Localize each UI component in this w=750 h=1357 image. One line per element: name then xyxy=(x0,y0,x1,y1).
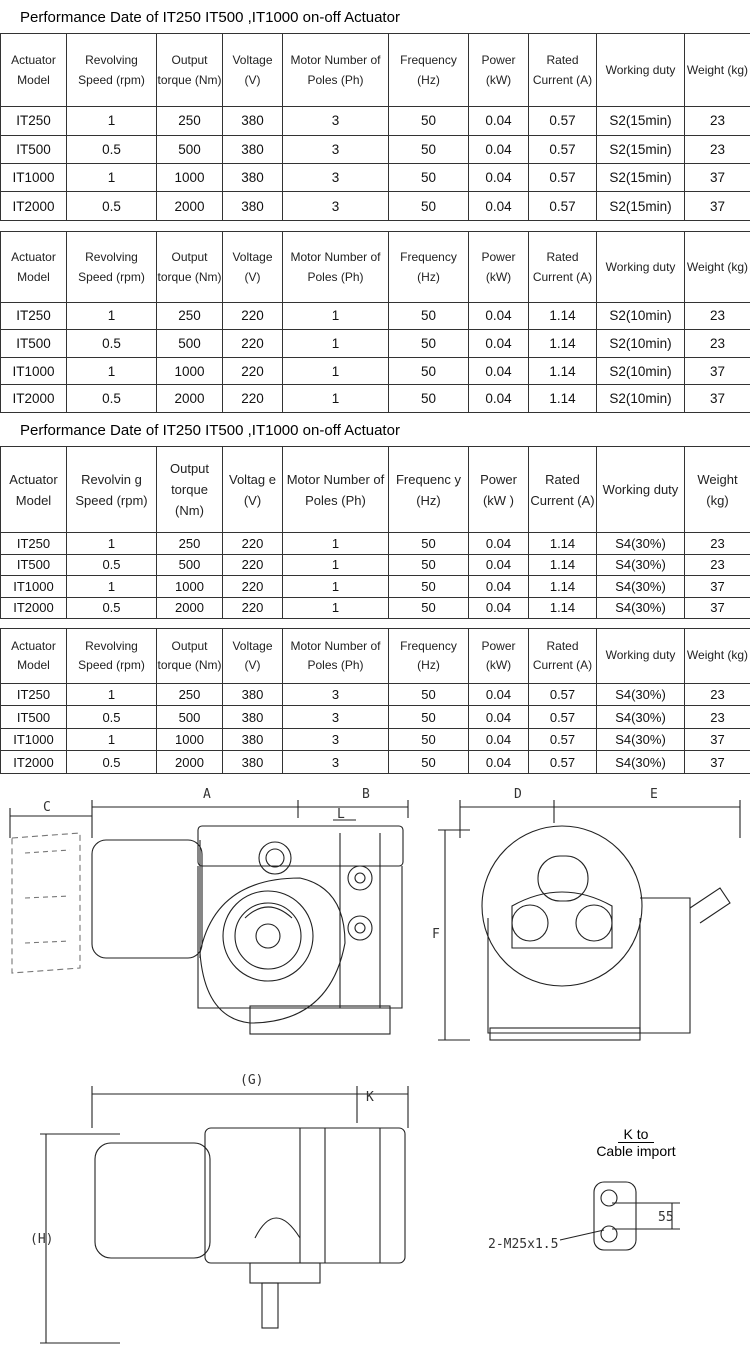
table-cell: 0.04 xyxy=(469,533,529,555)
table-cell: S4(30%) xyxy=(597,554,685,576)
table-cell: 23 xyxy=(685,554,750,576)
table-cell: 3 xyxy=(283,683,389,706)
column-header: Frequency (Hz) xyxy=(389,232,469,303)
table-cell: 1.14 xyxy=(529,385,597,413)
column-header: Rated Current (A) xyxy=(529,34,597,107)
table-cell: 0.04 xyxy=(469,330,529,358)
table-cell: IT1000 xyxy=(1,163,67,191)
table-cell: 380 xyxy=(223,728,283,751)
table-cell: IT250 xyxy=(1,302,67,330)
column-header: Output torque (Nm) xyxy=(157,447,223,533)
table-cell: 0.04 xyxy=(469,597,529,619)
table-cell: 220 xyxy=(223,597,283,619)
table-cell: 2000 xyxy=(157,192,223,221)
table-cell: 1.14 xyxy=(529,357,597,385)
dim-g-label: (G) xyxy=(240,1073,264,1088)
column-header: Output torque (Nm) xyxy=(157,34,223,107)
table-cell: IT500 xyxy=(1,554,67,576)
dim-f-label: F xyxy=(432,927,440,942)
column-header: Voltage (V) xyxy=(223,34,283,107)
column-header: Actuator Model xyxy=(1,34,67,107)
table-cell: 50 xyxy=(389,576,469,598)
table-cell: 1 xyxy=(67,576,157,598)
table-cell: 1 xyxy=(67,728,157,751)
table-cell: 220 xyxy=(223,330,283,358)
column-header: Weight (kg) xyxy=(685,447,750,533)
table-cell: 2000 xyxy=(157,751,223,774)
column-header: Frequenc y (Hz) xyxy=(389,447,469,533)
table-cell: 50 xyxy=(389,706,469,729)
table-cell: 1 xyxy=(283,302,389,330)
table-cell: 37 xyxy=(685,751,750,774)
table-cell: 50 xyxy=(389,192,469,221)
table-row xyxy=(1,597,750,619)
table-cell: 37 xyxy=(685,192,750,221)
column-header: Weight (kg) xyxy=(685,34,750,107)
table-cell: 3 xyxy=(283,163,389,191)
spec-table xyxy=(0,446,750,619)
table-cell: 50 xyxy=(389,751,469,774)
table-cell: S4(30%) xyxy=(597,751,685,774)
table-cell: 1000 xyxy=(157,728,223,751)
table-cell: 2000 xyxy=(157,597,223,619)
dim-k-label: K xyxy=(366,1090,374,1105)
table-cell: 23 xyxy=(685,330,750,358)
k-caption xyxy=(586,1126,686,1159)
table-cell: 1 xyxy=(283,597,389,619)
table-cell: 1 xyxy=(67,107,157,135)
column-header: Working duty xyxy=(597,629,685,684)
table-cell: S2(10min) xyxy=(597,385,685,413)
spec-table xyxy=(0,33,750,221)
table-cell: IT500 xyxy=(1,330,67,358)
table-header-row xyxy=(1,629,750,684)
column-header: Rated Current (A) xyxy=(529,232,597,303)
table-cell: 37 xyxy=(685,576,750,598)
table-cell: 50 xyxy=(389,163,469,191)
table-cell: S4(30%) xyxy=(597,683,685,706)
dim-55-label: 55 xyxy=(658,1210,674,1225)
table-cell: IT2000 xyxy=(1,385,67,413)
column-header: Frequency (Hz) xyxy=(389,629,469,684)
table-cell: 23 xyxy=(685,302,750,330)
table-row xyxy=(1,192,750,221)
table-cell: 23 xyxy=(685,683,750,706)
table-row xyxy=(1,385,750,413)
table-cell: 50 xyxy=(389,107,469,135)
table-cell: 50 xyxy=(389,385,469,413)
spec-table xyxy=(0,231,750,413)
table-cell: 37 xyxy=(685,385,750,413)
thread-label: 2-M25x1.5 xyxy=(488,1237,559,1252)
table-cell: 0.04 xyxy=(469,192,529,221)
table-cell: 50 xyxy=(389,533,469,555)
table-cell: 1 xyxy=(67,163,157,191)
table-cell: 1 xyxy=(283,576,389,598)
table-cell: IT2000 xyxy=(1,597,67,619)
table-cell: 50 xyxy=(389,302,469,330)
table-row xyxy=(1,357,750,385)
table-cell: 23 xyxy=(685,533,750,555)
table-cell: 0.5 xyxy=(67,554,157,576)
table-cell: 37 xyxy=(685,597,750,619)
table-cell: 50 xyxy=(389,357,469,385)
table-row xyxy=(1,533,750,555)
table-cell: 0.04 xyxy=(469,302,529,330)
column-header: Power (kW ) xyxy=(469,447,529,533)
table-cell: 1.14 xyxy=(529,597,597,619)
table-row xyxy=(1,302,750,330)
table-cell: 220 xyxy=(223,554,283,576)
table-cell: 3 xyxy=(283,751,389,774)
table-cell: 220 xyxy=(223,357,283,385)
table-cell: IT2000 xyxy=(1,751,67,774)
table-cell: 23 xyxy=(685,135,750,163)
table-cell: S4(30%) xyxy=(597,728,685,751)
table-cell: 0.5 xyxy=(67,330,157,358)
table-row xyxy=(1,163,750,191)
table-cell: S2(15min) xyxy=(597,135,685,163)
table-cell: S4(30%) xyxy=(597,706,685,729)
table-cell: IT250 xyxy=(1,683,67,706)
table-cell: 23 xyxy=(685,706,750,729)
table-cell: 50 xyxy=(389,330,469,358)
table-cell: 50 xyxy=(389,135,469,163)
table-row xyxy=(1,706,750,729)
table-cell: 0.04 xyxy=(469,728,529,751)
table-cell: 0.57 xyxy=(529,706,597,729)
table-cell: S2(15min) xyxy=(597,163,685,191)
table-cell: 250 xyxy=(157,302,223,330)
column-header: Motor Number of Poles (Ph) xyxy=(283,447,389,533)
column-header: Weight (kg) xyxy=(685,629,750,684)
table-row xyxy=(1,330,750,358)
table-cell: IT500 xyxy=(1,135,67,163)
table-cell: S2(15min) xyxy=(597,192,685,221)
table-cell: 0.5 xyxy=(67,751,157,774)
table-cell: 380 xyxy=(223,163,283,191)
table-cell: 250 xyxy=(157,107,223,135)
column-header: Voltage (V) xyxy=(223,629,283,684)
table-cell: IT500 xyxy=(1,706,67,729)
table-cell: 250 xyxy=(157,683,223,706)
column-header: Frequency (Hz) xyxy=(389,34,469,107)
column-header: Weight (kg) xyxy=(685,232,750,303)
dim-e-label: E xyxy=(650,787,658,802)
table-cell: IT250 xyxy=(1,533,67,555)
table-cell: 0.04 xyxy=(469,135,529,163)
table-cell: 220 xyxy=(223,533,283,555)
table-cell: S4(30%) xyxy=(597,576,685,598)
section-title: Performance Date of IT250 IT500 ,IT1000 on-off Actuator xyxy=(20,422,400,439)
table-cell: 220 xyxy=(223,576,283,598)
table-cell: 1 xyxy=(67,683,157,706)
table-cell: S2(10min) xyxy=(597,302,685,330)
table-cell: 23 xyxy=(685,107,750,135)
table-cell: 0.04 xyxy=(469,751,529,774)
table-row xyxy=(1,576,750,598)
table-cell: 500 xyxy=(157,554,223,576)
column-header: Actuator Model xyxy=(1,447,67,533)
dim-h-label: (H) xyxy=(30,1232,54,1247)
column-header: Motor Number of Poles (Ph) xyxy=(283,629,389,684)
column-header: Revolvin g Speed (rpm) xyxy=(67,447,157,533)
table-cell: 1 xyxy=(67,357,157,385)
table-cell: 0.04 xyxy=(469,554,529,576)
dim-b-label: B xyxy=(362,787,370,802)
table-cell: 1.14 xyxy=(529,330,597,358)
column-header: Working duty xyxy=(597,447,685,533)
table-cell: 0.5 xyxy=(67,192,157,221)
table-cell: IT1000 xyxy=(1,728,67,751)
table-cell: 0.57 xyxy=(529,683,597,706)
column-header: Motor Number of Poles (Ph) xyxy=(283,232,389,303)
table-cell: 500 xyxy=(157,706,223,729)
section-title: Performance Date of IT250 IT500 ,IT1000 on-off Actuator xyxy=(20,9,400,26)
dim-c-label: C xyxy=(43,800,51,815)
k-caption-line2: Cable import xyxy=(596,1143,676,1159)
table-row xyxy=(1,107,750,135)
table-row xyxy=(1,728,750,751)
table-cell: 220 xyxy=(223,302,283,330)
table-cell: 0.04 xyxy=(469,163,529,191)
table-cell: 50 xyxy=(389,683,469,706)
table-cell: 0.57 xyxy=(529,728,597,751)
table-cell: 37 xyxy=(685,728,750,751)
table-cell: 3 xyxy=(283,107,389,135)
table-cell: 1 xyxy=(283,385,389,413)
table-cell: 1 xyxy=(283,554,389,576)
column-header: Voltage (V) xyxy=(223,232,283,303)
spec-table xyxy=(0,628,750,774)
k-caption-line1: K to xyxy=(618,1126,655,1143)
column-header: Voltag e (V) xyxy=(223,447,283,533)
column-header: Power (kW) xyxy=(469,629,529,684)
column-header: Working duty xyxy=(597,232,685,303)
dimension-drawing xyxy=(0,778,750,1357)
table-cell: 380 xyxy=(223,107,283,135)
table-cell: 1 xyxy=(283,533,389,555)
table-cell: IT1000 xyxy=(1,576,67,598)
table-cell: 0.5 xyxy=(67,706,157,729)
table-cell: 0.04 xyxy=(469,385,529,413)
table-cell: 0.04 xyxy=(469,576,529,598)
table-cell: 0.57 xyxy=(529,107,597,135)
table-cell: 50 xyxy=(389,728,469,751)
table-cell: S2(15min) xyxy=(597,107,685,135)
table-cell: 3 xyxy=(283,135,389,163)
table-cell: 1000 xyxy=(157,576,223,598)
table-cell: 0.5 xyxy=(67,135,157,163)
table-row xyxy=(1,135,750,163)
column-header: Revolving Speed (rpm) xyxy=(67,629,157,684)
table-cell: 1 xyxy=(283,357,389,385)
table-cell: 0.04 xyxy=(469,706,529,729)
table-cell: 50 xyxy=(389,554,469,576)
table-cell: 1000 xyxy=(157,357,223,385)
table-row xyxy=(1,554,750,576)
column-header: Actuator Model xyxy=(1,232,67,303)
table-cell: 1000 xyxy=(157,163,223,191)
table-cell: 500 xyxy=(157,330,223,358)
table-cell: 3 xyxy=(283,192,389,221)
table-cell: IT1000 xyxy=(1,357,67,385)
table-cell: 380 xyxy=(223,192,283,221)
column-header: Revolving Speed (rpm) xyxy=(67,34,157,107)
table-cell: 250 xyxy=(157,533,223,555)
table-cell: 0.5 xyxy=(67,385,157,413)
dim-a-label: A xyxy=(203,787,211,802)
table-cell: 0.04 xyxy=(469,107,529,135)
table-row xyxy=(1,751,750,774)
table-cell: S2(10min) xyxy=(597,330,685,358)
table-cell: S4(30%) xyxy=(597,533,685,555)
table-cell: 0.5 xyxy=(67,597,157,619)
table-cell: 1 xyxy=(67,533,157,555)
table-cell: 0.04 xyxy=(469,683,529,706)
column-header: Rated Current (A) xyxy=(529,629,597,684)
table-cell: S4(30%) xyxy=(597,597,685,619)
table-cell: 1.14 xyxy=(529,576,597,598)
column-header: Output torque (Nm) xyxy=(157,629,223,684)
table-cell: 1.14 xyxy=(529,302,597,330)
column-header: Rated Current (A) xyxy=(529,447,597,533)
table-cell: 1 xyxy=(283,330,389,358)
table-cell: 0.57 xyxy=(529,192,597,221)
table-header-row xyxy=(1,34,750,107)
table-cell: 380 xyxy=(223,683,283,706)
column-header: Motor Number of Poles (Ph) xyxy=(283,34,389,107)
table-cell: 1 xyxy=(67,302,157,330)
column-header: Power (kW) xyxy=(469,34,529,107)
table-cell: 380 xyxy=(223,751,283,774)
table-cell: 0.57 xyxy=(529,751,597,774)
column-header: Power (kW) xyxy=(469,232,529,303)
column-header: Working duty xyxy=(597,34,685,107)
table-cell: 1.14 xyxy=(529,533,597,555)
table-cell: IT250 xyxy=(1,107,67,135)
table-cell: 380 xyxy=(223,706,283,729)
table-cell: IT2000 xyxy=(1,192,67,221)
table-cell: 37 xyxy=(685,163,750,191)
table-header-row xyxy=(1,447,750,533)
table-row xyxy=(1,683,750,706)
table-cell: 37 xyxy=(685,357,750,385)
table-cell: 3 xyxy=(283,706,389,729)
table-cell: 0.57 xyxy=(529,135,597,163)
dim-d-label: D xyxy=(514,787,522,802)
table-cell: 0.57 xyxy=(529,163,597,191)
column-header: Output torque (Nm) xyxy=(157,232,223,303)
table-header-row xyxy=(1,232,750,303)
table-cell: 0.04 xyxy=(469,357,529,385)
table-cell: 2000 xyxy=(157,385,223,413)
table-cell: 1.14 xyxy=(529,554,597,576)
table-cell: 500 xyxy=(157,135,223,163)
dim-l-label: L xyxy=(337,807,345,822)
table-cell: 50 xyxy=(389,597,469,619)
column-header: Revolving Speed (rpm) xyxy=(67,232,157,303)
table-cell: S2(10min) xyxy=(597,357,685,385)
table-cell: 3 xyxy=(283,728,389,751)
table-cell: 220 xyxy=(223,385,283,413)
table-cell: 380 xyxy=(223,135,283,163)
column-header: Actuator Model xyxy=(1,629,67,684)
